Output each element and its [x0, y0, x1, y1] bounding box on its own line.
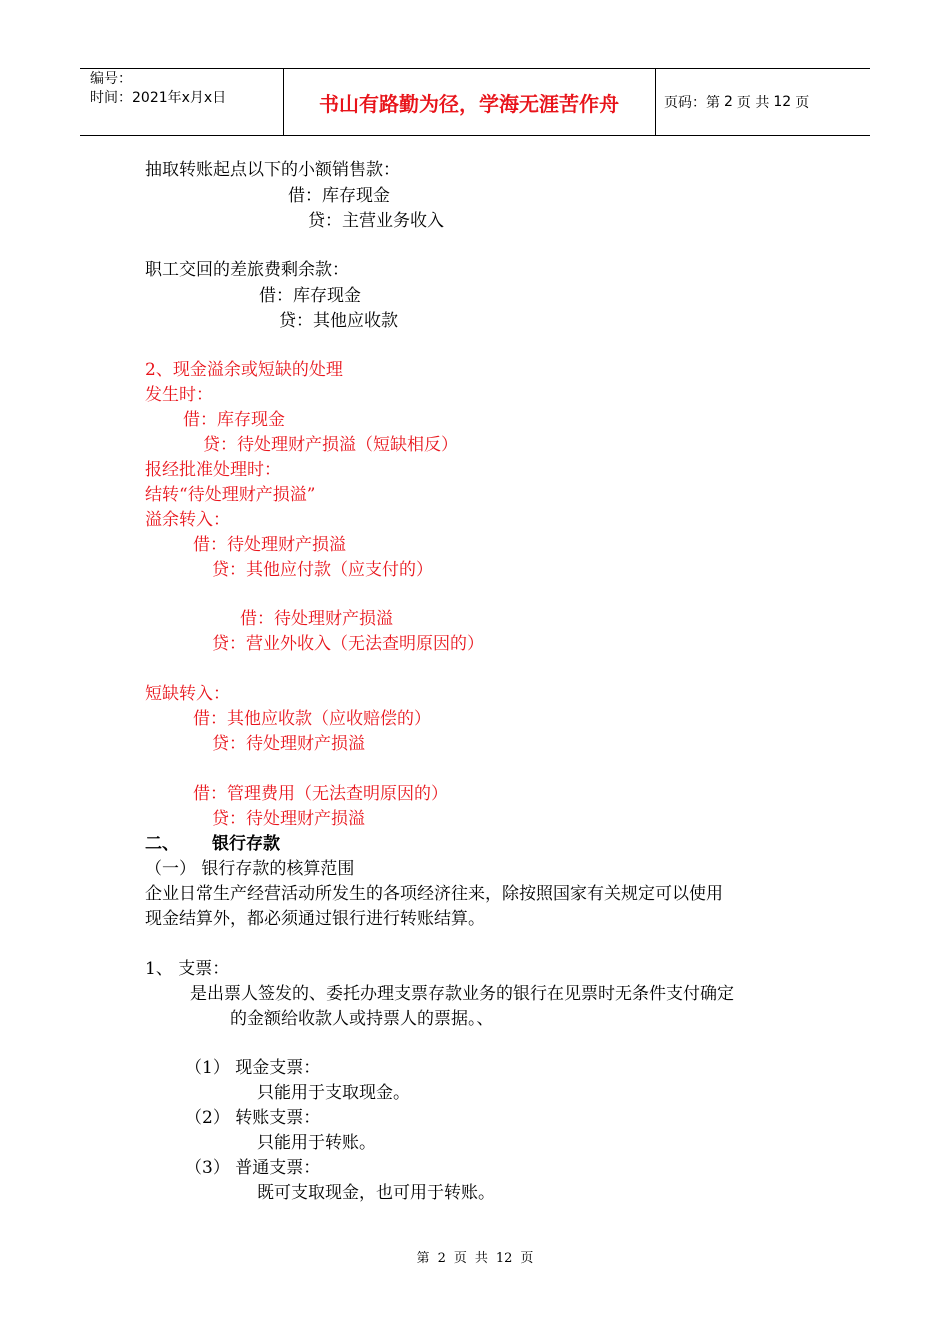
list-heading: 1、 支票：	[145, 959, 230, 979]
footer-label: 共	[474, 1251, 488, 1266]
paragraph-line: 企业日常生产经营活动所发生的各项经济往来，除按照国家有关规定可以使用	[145, 884, 723, 904]
body-line: 溢余转入：	[145, 510, 230, 530]
page-number: 2	[724, 94, 733, 110]
page-header	[80, 68, 870, 136]
header-meta	[90, 70, 226, 108]
body-line: 短缺转入：	[145, 684, 230, 704]
page-mid-label: 页 共	[736, 95, 770, 111]
credit-entry: 贷：主营业务收入	[308, 211, 444, 231]
paragraph-line: 是出票人签发的、委托办理支票存款业务的银行在见票时无条件支付确定	[190, 984, 734, 1004]
section-number: 二、	[145, 834, 179, 854]
list-item: （3） 普通支票：	[185, 1158, 321, 1178]
body-line: 抽取转账起点以下的小额销售款：	[145, 160, 400, 180]
footer-label: 页	[453, 1251, 467, 1266]
list-item-detail: 只能用于转账。	[257, 1133, 376, 1153]
paragraph-line: 的金额给收款人或持票人的票据。、	[230, 1009, 494, 1029]
body-line: 结转“待处理财产损溢”	[145, 485, 316, 505]
debit-entry: 借：库存现金	[183, 410, 285, 430]
debit-entry: 借：库存现金	[288, 186, 390, 206]
debit-entry: 借：管理费用（无法查明原因的）	[193, 784, 448, 804]
list-item-detail: 既可支取现金，也可用于转账。	[257, 1183, 495, 1203]
footer-page-total: 12	[495, 1251, 513, 1266]
header-motto: 书山有路勤为径，学海无涯苦作舟	[319, 91, 619, 116]
debit-entry: 借：待处理财产损溢	[193, 535, 346, 555]
body-line: 职工交回的差旅费剩余款：	[145, 260, 349, 280]
credit-entry: 贷：其他应付款（应支付的）	[212, 560, 433, 580]
list-item-detail: 只能用于支取现金。	[257, 1083, 410, 1103]
section-heading: 2、现金溢余或短缺的处理	[145, 360, 343, 380]
footer-label: 第	[416, 1251, 430, 1266]
page-label: 页码：第	[664, 95, 720, 111]
footer-label: 页	[520, 1251, 534, 1266]
document-time-label: 时间：2021年x月x日	[90, 90, 227, 106]
debit-entry: 借：库存现金	[259, 286, 361, 306]
debit-entry: 借：其他应收款（应收赔偿的）	[193, 709, 431, 729]
subsection-heading: （一） 银行存款的核算范围	[145, 859, 355, 879]
section-title: 银行存款	[212, 834, 280, 854]
credit-entry: 贷：待处理财产损溢	[212, 734, 365, 754]
page-total: 12	[773, 94, 792, 110]
list-item: （2） 转账支票：	[185, 1108, 321, 1128]
credit-entry: 贷：待处理财产损溢	[212, 809, 365, 829]
header-page-info	[664, 68, 813, 136]
list-item: （1） 现金支票：	[185, 1058, 321, 1078]
footer-page-number: 2	[437, 1251, 446, 1266]
document-number-label: 编号：	[90, 71, 132, 87]
debit-entry: 借：待处理财产损溢	[240, 609, 393, 629]
body-line: 发生时：	[145, 385, 213, 405]
page-footer	[0, 1247, 950, 1266]
credit-entry: 贷：营业外收入（无法查明原因的）	[212, 634, 484, 654]
header-divider	[655, 68, 656, 136]
credit-entry: 贷：待处理财产损溢（短缺相反）	[203, 435, 458, 455]
paragraph-line: 现金结算外，都必须通过银行进行转账结算。	[145, 909, 485, 929]
body-line: 报经批准处理时：	[145, 460, 281, 480]
page-end-label: 页	[795, 95, 810, 111]
credit-entry: 贷：其他应收款	[279, 311, 398, 331]
